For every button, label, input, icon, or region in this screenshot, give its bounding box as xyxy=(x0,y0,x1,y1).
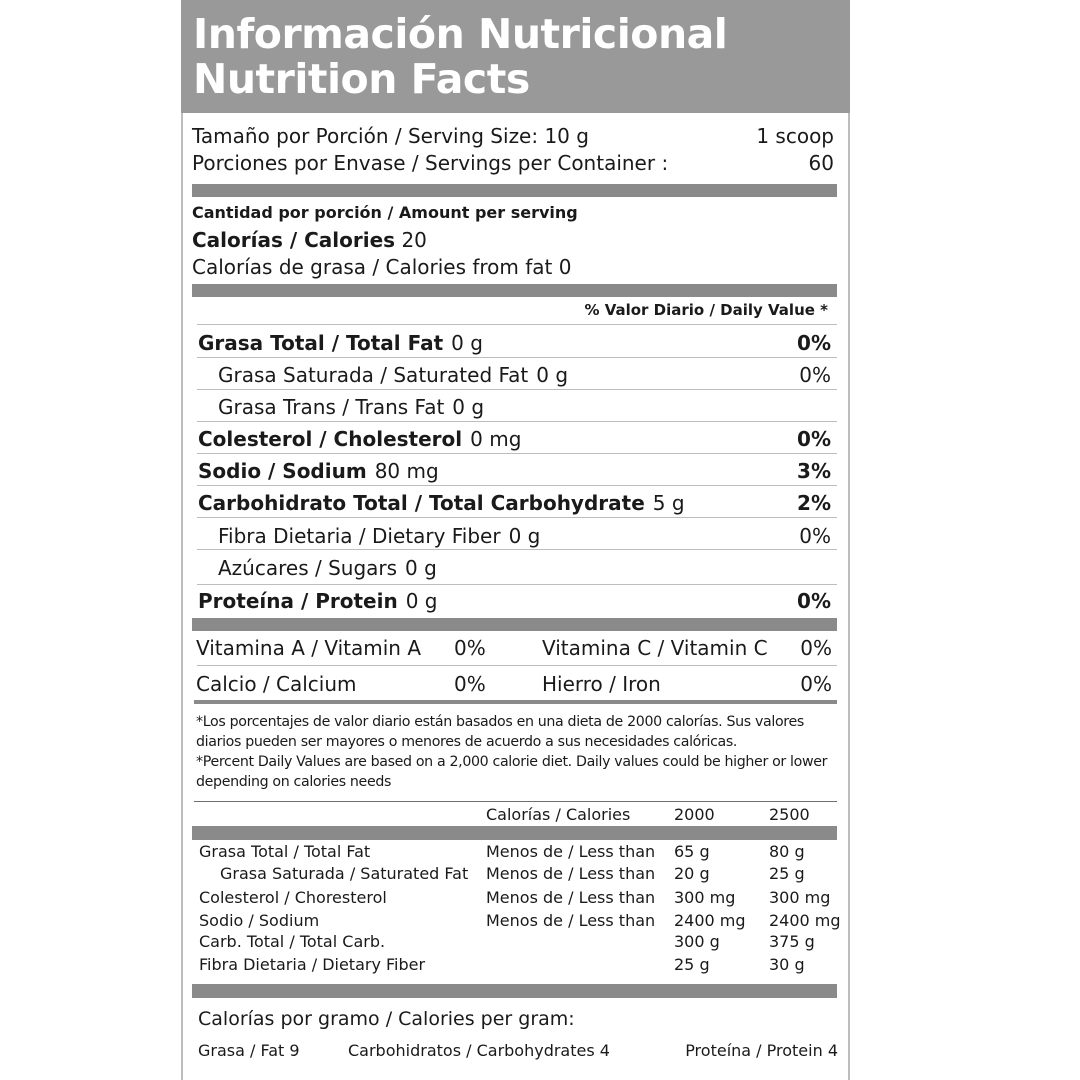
nutrient-amount: 80 mg xyxy=(374,459,439,483)
nutrient-name: Proteína / Protein xyxy=(198,589,398,613)
ref-calories-header: Calorías / Calories xyxy=(486,805,631,824)
ref-value-2500: 300 mg xyxy=(769,888,831,907)
footnote-es-line2: diarios pueden ser mayores o menores de acuerdo a sus necesidades calóricas. xyxy=(196,734,738,750)
divider-bar xyxy=(192,618,837,631)
nutrient-daily-value: 0% xyxy=(797,427,831,451)
divider-line xyxy=(197,389,837,390)
calories-row xyxy=(192,228,427,252)
nutrient-row xyxy=(198,331,483,355)
footnote-es-line1: *Los porcentajes de valor diario están basados en una dieta de 2000 calorías. Sus valores xyxy=(196,714,804,730)
divider-line xyxy=(197,421,837,422)
nutrient-row xyxy=(198,491,685,515)
nutrient-name: Sodio / Sodium xyxy=(198,459,367,483)
nutrient-amount: 0 g xyxy=(405,556,437,580)
ref-value-2000: 20 g xyxy=(674,864,710,883)
ref-value-2500: 30 g xyxy=(769,955,805,974)
nutrient-amount: 5 g xyxy=(652,491,685,515)
ref-nutrient-name: Carb. Total / Total Carb. xyxy=(199,932,386,951)
nutrient-amount: 0 g xyxy=(451,331,483,355)
ref-value-2500: 80 g xyxy=(769,842,805,861)
divider-line xyxy=(197,584,837,585)
divider-bar xyxy=(192,284,837,297)
title-spanish: Información Nutricional xyxy=(193,10,728,58)
footnote xyxy=(196,712,827,792)
nutrient-amount: 0 mg xyxy=(470,427,522,451)
daily-value-header: % Valor Diario / Daily Value * xyxy=(584,301,828,319)
nutrient-row xyxy=(218,395,484,419)
ref-value-2500: 25 g xyxy=(769,864,805,883)
nutrient-amount: 0 g xyxy=(405,589,438,613)
nutrient-row xyxy=(198,589,437,613)
nutrient-daily-value: 2% xyxy=(797,491,831,515)
nutrient-name: Grasa Trans / Trans Fat xyxy=(218,395,445,419)
ref-col-2500-header: 2500 xyxy=(769,805,810,824)
ref-value-2000: 300 g xyxy=(674,932,720,951)
nutrient-daily-value: 3% xyxy=(797,459,831,483)
vitamin-a-label: Vitamina A / Vitamin A xyxy=(196,636,422,660)
nutrient-daily-value: 0% xyxy=(799,524,831,548)
footnote-en-line2: depending on calories needs xyxy=(196,774,392,790)
divider-bar xyxy=(192,984,837,998)
ref-value-2500: 2400 mg xyxy=(769,911,841,930)
calories-label: Calorías / Calories xyxy=(192,228,396,252)
divider-line xyxy=(197,665,837,666)
ref-value-2000: 300 mg xyxy=(674,888,736,907)
servings-per-container-label: Porciones por Envase / Servings per Container : xyxy=(192,151,669,175)
divider-line xyxy=(197,517,837,518)
nutrient-amount: 0 g xyxy=(508,524,541,548)
ref-limit: Menos de / Less than xyxy=(486,911,656,930)
serving-size-value: 1 scoop xyxy=(756,124,834,148)
ref-nutrient-name: Grasa Saturada / Saturated Fat xyxy=(220,864,469,883)
ref-nutrient-name: Fibra Dietaria / Dietary Fiber xyxy=(199,955,426,974)
calories-per-gram-heading: Calorías por gramo / Calories per gram: xyxy=(198,1008,575,1030)
divider-bar xyxy=(192,826,837,840)
ref-limit: Menos de / Less than xyxy=(486,842,656,861)
title-english: Nutrition Facts xyxy=(193,55,530,103)
label-header xyxy=(181,0,850,113)
nutrient-name: Grasa Saturada / Saturated Fat xyxy=(218,363,529,387)
nutrient-row xyxy=(198,459,439,483)
nutrient-name: Fibra Dietaria / Dietary Fiber xyxy=(218,524,501,548)
calories-value: 20 xyxy=(401,228,427,252)
calcium-value: 0% xyxy=(454,672,486,696)
ref-value-2000: 65 g xyxy=(674,842,710,861)
ref-col-2000-header: 2000 xyxy=(674,805,715,824)
ref-nutrient-name: Sodio / Sodium xyxy=(199,911,320,930)
nutrient-row xyxy=(218,363,568,387)
nutrient-name: Carbohidrato Total / Total Carbohydrate xyxy=(198,491,645,515)
amount-per-serving-heading: Cantidad por porción / Amount per serving xyxy=(192,203,578,222)
divider-line xyxy=(197,453,837,454)
nutrient-daily-value: 0% xyxy=(797,589,831,613)
vitamin-c-value: 0% xyxy=(800,636,832,660)
footnote-en-line1: *Percent Daily Values are based on a 2,000 calorie diet. Daily values could be higher or lower xyxy=(196,754,828,770)
ref-value-2500: 375 g xyxy=(769,932,815,951)
calcium-label: Calcio / Calcium xyxy=(196,672,357,696)
nutrient-daily-value: 0% xyxy=(797,331,831,355)
iron-label: Hierro / Iron xyxy=(542,672,661,696)
servings-per-container-value: 60 xyxy=(808,151,834,175)
carbs-per-gram: Carbohidratos / Carbohydrates 4 xyxy=(348,1041,610,1060)
calories-from-fat: Calorías de grasa / Calories from fat 0 xyxy=(192,255,572,279)
vitamin-a-value: 0% xyxy=(454,636,486,660)
divider-line xyxy=(197,324,837,325)
divider-bar xyxy=(192,184,837,197)
ref-value-2000: 2400 mg xyxy=(674,911,746,930)
nutrient-name: Grasa Total / Total Fat xyxy=(198,331,444,355)
ref-value-2000: 25 g xyxy=(674,955,710,974)
nutrient-row xyxy=(198,427,521,451)
iron-value: 0% xyxy=(800,672,832,696)
divider-line xyxy=(194,801,837,802)
protein-per-gram: Proteína / Protein 4 xyxy=(685,1041,838,1060)
nutrient-row xyxy=(218,524,540,548)
ref-limit: Menos de / Less than xyxy=(486,864,656,883)
nutrient-row xyxy=(218,556,437,580)
ref-limit: Menos de / Less than xyxy=(486,888,656,907)
divider-line xyxy=(197,357,837,358)
divider-line xyxy=(197,549,837,550)
ref-nutrient-name: Grasa Total / Total Fat xyxy=(199,842,371,861)
serving-size-label: Tamaño por Porción / Serving Size: 10 g xyxy=(192,124,589,148)
nutrient-amount: 0 g xyxy=(536,363,569,387)
fat-per-gram: Grasa / Fat 9 xyxy=(198,1041,300,1060)
vitamin-c-label: Vitamina C / Vitamin C xyxy=(542,636,768,660)
divider-bar-thin xyxy=(194,700,837,704)
nutrient-amount: 0 g xyxy=(452,395,485,419)
nutrient-name: Azúcares / Sugars xyxy=(218,556,398,580)
nutrient-name: Colesterol / Cholesterol xyxy=(198,427,463,451)
ref-nutrient-name: Colesterol / Choresterol xyxy=(199,888,387,907)
divider-line xyxy=(197,485,837,486)
nutrient-daily-value: 0% xyxy=(799,363,831,387)
